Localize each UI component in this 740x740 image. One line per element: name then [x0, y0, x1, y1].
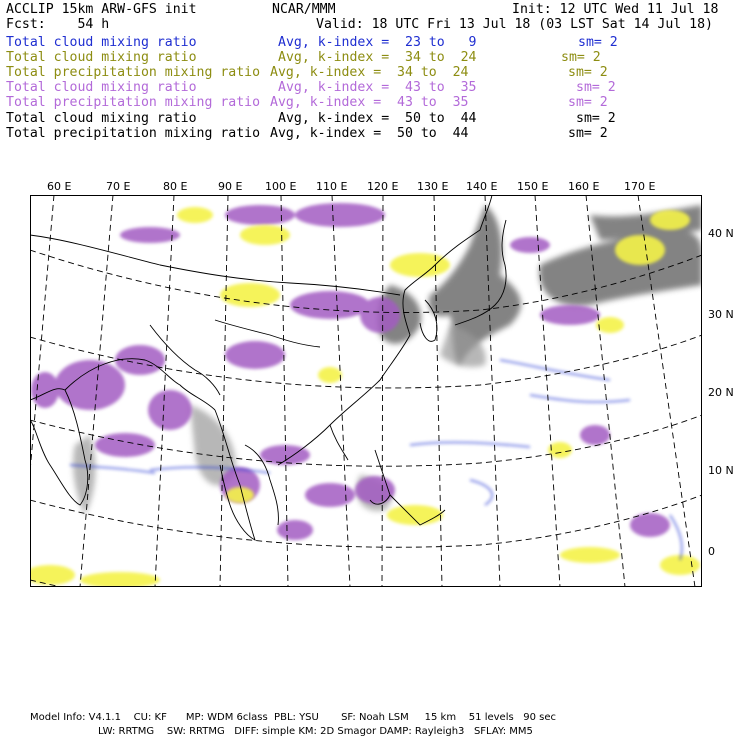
lat-label: 40 N: [708, 227, 734, 240]
field-avg: Avg, k-index = 50 to 44: [270, 126, 469, 141]
field-name: Total precipitation mixing ratio: [6, 95, 261, 110]
model-info-line1: Model Info: V4.1.1 CU: KF MP: WDM 6class PBL: YSU SF: Noah LSM 15 km 51 levels 90 sec: [30, 712, 556, 723]
field-name: Total cloud mixing ratio: [6, 111, 197, 126]
lon-label: 150 E: [517, 180, 549, 193]
lat-label: 10 N: [708, 464, 734, 477]
field-avg: Avg, k-index = 43 to 35: [278, 80, 477, 95]
lon-label: 120 E: [367, 180, 399, 193]
lon-label: 90 E: [218, 180, 243, 193]
field-sm: sm= 2: [568, 65, 608, 80]
field-name: Total cloud mixing ratio: [6, 35, 197, 50]
lon-label: 60 E: [47, 180, 72, 193]
lon-label: 70 E: [106, 180, 131, 193]
lon-label: 80 E: [163, 180, 188, 193]
lon-label: 110 E: [316, 180, 348, 193]
model-info-line2: LW: RRTMG SW: RRTMG DIFF: simple KM: 2D Smagor DAMP: Rayleigh3 SFLAY: MM5: [98, 726, 533, 737]
init-time: Init: 12 UTC Wed 11 Jul 18: [512, 2, 719, 17]
field-avg: Avg, k-index = 34 to 24: [278, 50, 477, 65]
institution-label: NCAR/MMM: [272, 2, 336, 17]
lon-label: 170 E: [624, 180, 656, 193]
lat-label: 30 N: [708, 308, 734, 321]
field-avg: Avg, k-index = 43 to 35: [270, 95, 469, 110]
field-name: Total precipitation mixing ratio: [6, 65, 261, 80]
lat-label: 20 N: [708, 386, 734, 399]
field-name: Total cloud mixing ratio: [6, 80, 197, 95]
field-sm: sm= 2: [576, 80, 616, 95]
field-sm: sm= 2: [576, 111, 616, 126]
field-name: Total precipitation mixing ratio: [6, 126, 261, 141]
forecast-map: [30, 195, 702, 587]
valid-time: Valid: 18 UTC Fri 13 Jul 18 (03 LST Sat 14 Jul 18): [316, 17, 713, 32]
field-sm: sm= 2: [561, 50, 601, 65]
model-title: ACCLIP 15km ARW-GFS init: [6, 2, 197, 17]
field-avg: Avg, k-index = 50 to 44: [278, 111, 477, 126]
lat-label: 0: [708, 545, 715, 558]
field-sm: sm= 2: [568, 126, 608, 141]
field-avg: Avg, k-index = 34 to 24: [270, 65, 469, 80]
field-sm: sm= 2: [568, 95, 608, 110]
lon-label: 130 E: [417, 180, 449, 193]
lon-label: 160 E: [568, 180, 600, 193]
lon-label: 140 E: [466, 180, 498, 193]
forecast-hour: Fcst: 54 h: [6, 17, 110, 32]
lon-label: 100 E: [265, 180, 297, 193]
field-avg: Avg, k-index = 23 to 9: [278, 35, 477, 50]
field-name: Total cloud mixing ratio: [6, 50, 197, 65]
field-sm: sm= 2: [578, 35, 618, 50]
